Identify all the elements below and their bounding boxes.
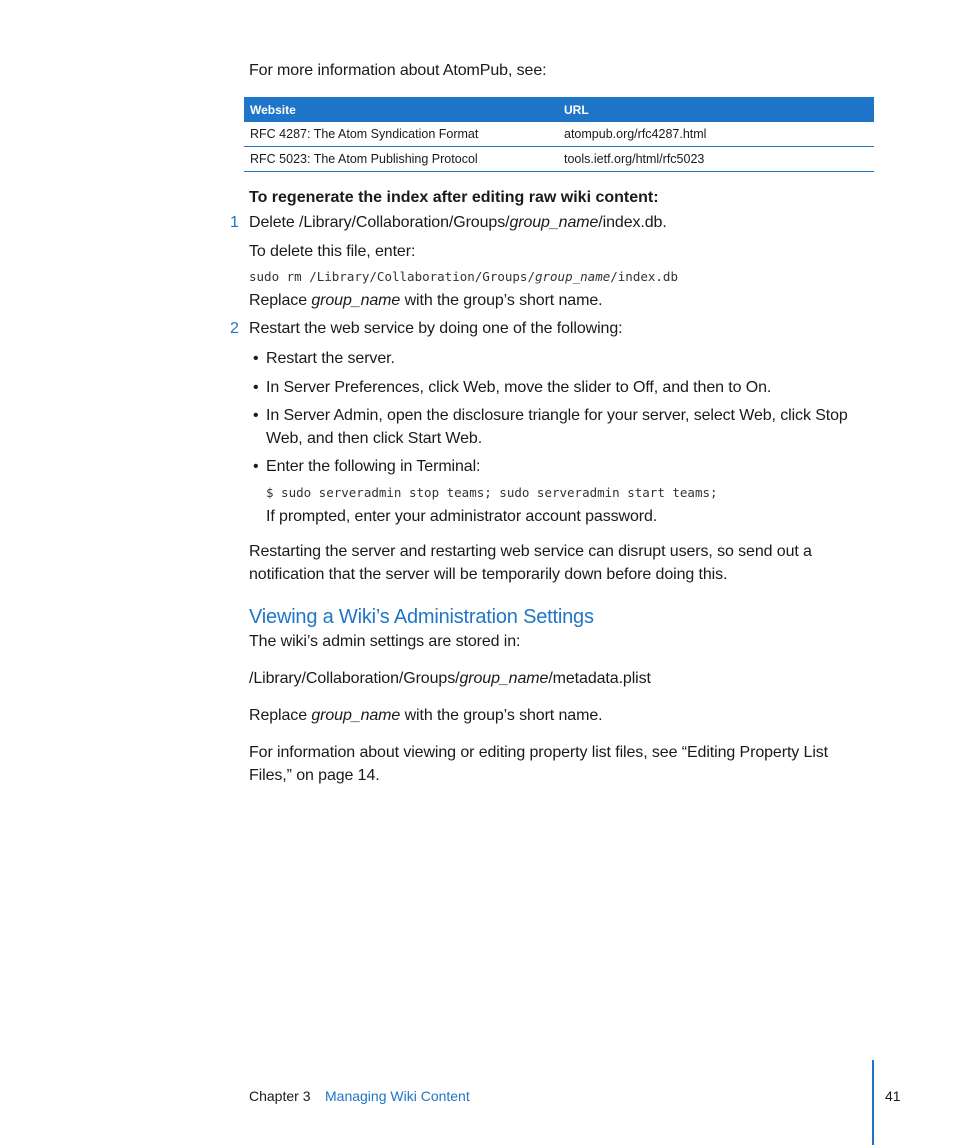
code-block: sudo rm /Library/Collaboration/Groups/group_name/index.db [249,269,678,284]
table-row [244,147,874,172]
column-header-url: URL [558,97,874,122]
step1-text: Delete /Library/Collaboration/Groups/group_name/index.db. [249,214,667,231]
step2-text: Restart the web service by doing one of the following: [249,320,623,337]
info-paragraph: For information about viewing or editing property list files, see “Editing Property List Files,” on page 14. [249,744,829,784]
bullet-marker: • [253,350,259,367]
table-cell-url: atompub.org/rfc4287.html [558,122,874,147]
footer-chapter-title: Managing Wiki Content [325,1088,470,1104]
footer-divider [872,1060,874,1145]
prompt-note: If prompted, enter your administrator account password. [266,508,658,525]
intro-text: For more information about AtomPub, see: [249,62,547,79]
bullet-item: Restart the server. [266,350,395,367]
bullet-item: Enter the following in Terminal: [266,458,481,475]
table-cell-url: tools.ietf.org/html/rfc5023 [558,147,874,172]
terminal-code: $ sudo serveradmin stop teams; sudo serveradmin start teams; [266,485,718,500]
table-cell-website: RFC 4287: The Atom Syndication Format [244,122,558,147]
stored-in-text: The wiki’s admin settings are stored in: [249,633,521,650]
procedure-heading: To regenerate the index after editing raw wiki content: [249,189,659,206]
section-heading: Viewing a Wiki’s Administration Settings [249,606,594,628]
replace-note: Replace group_name with the group’s short name. [249,292,603,309]
step-number: 2 [230,320,239,337]
warning-paragraph: Restarting the server and restarting web service can disrupt users, so send out a notification that the server will be temporarily down before doing this. [249,543,812,583]
metadata-path: /Library/Collaboration/Groups/group_name/metadata.plist [249,670,651,687]
table-cell-website: RFC 5023: The Atom Publishing Protocol [244,147,558,172]
bullet-item: In Server Preferences, click Web, move the slider to Off, and then to On. [266,379,772,396]
bullet-marker: • [253,407,259,424]
footer-chapter: Chapter 3 [249,1088,311,1104]
bullet-marker: • [253,379,259,396]
replace-note: Replace group_name with the group’s short name. [249,707,603,724]
table-header-row [244,97,874,122]
bullet-item: In Server Admin, open the disclosure triangle for your server, select Web, click Stop Web, and then click Start Web. [266,407,848,447]
bullet-marker: • [253,458,259,475]
delete-instruction: To delete this file, enter: [249,243,416,260]
atompub-table [244,97,874,172]
page-number: 41 [885,1088,901,1104]
column-header-website: Website [244,97,558,122]
table-row [244,122,874,147]
step-number: 1 [230,214,239,231]
